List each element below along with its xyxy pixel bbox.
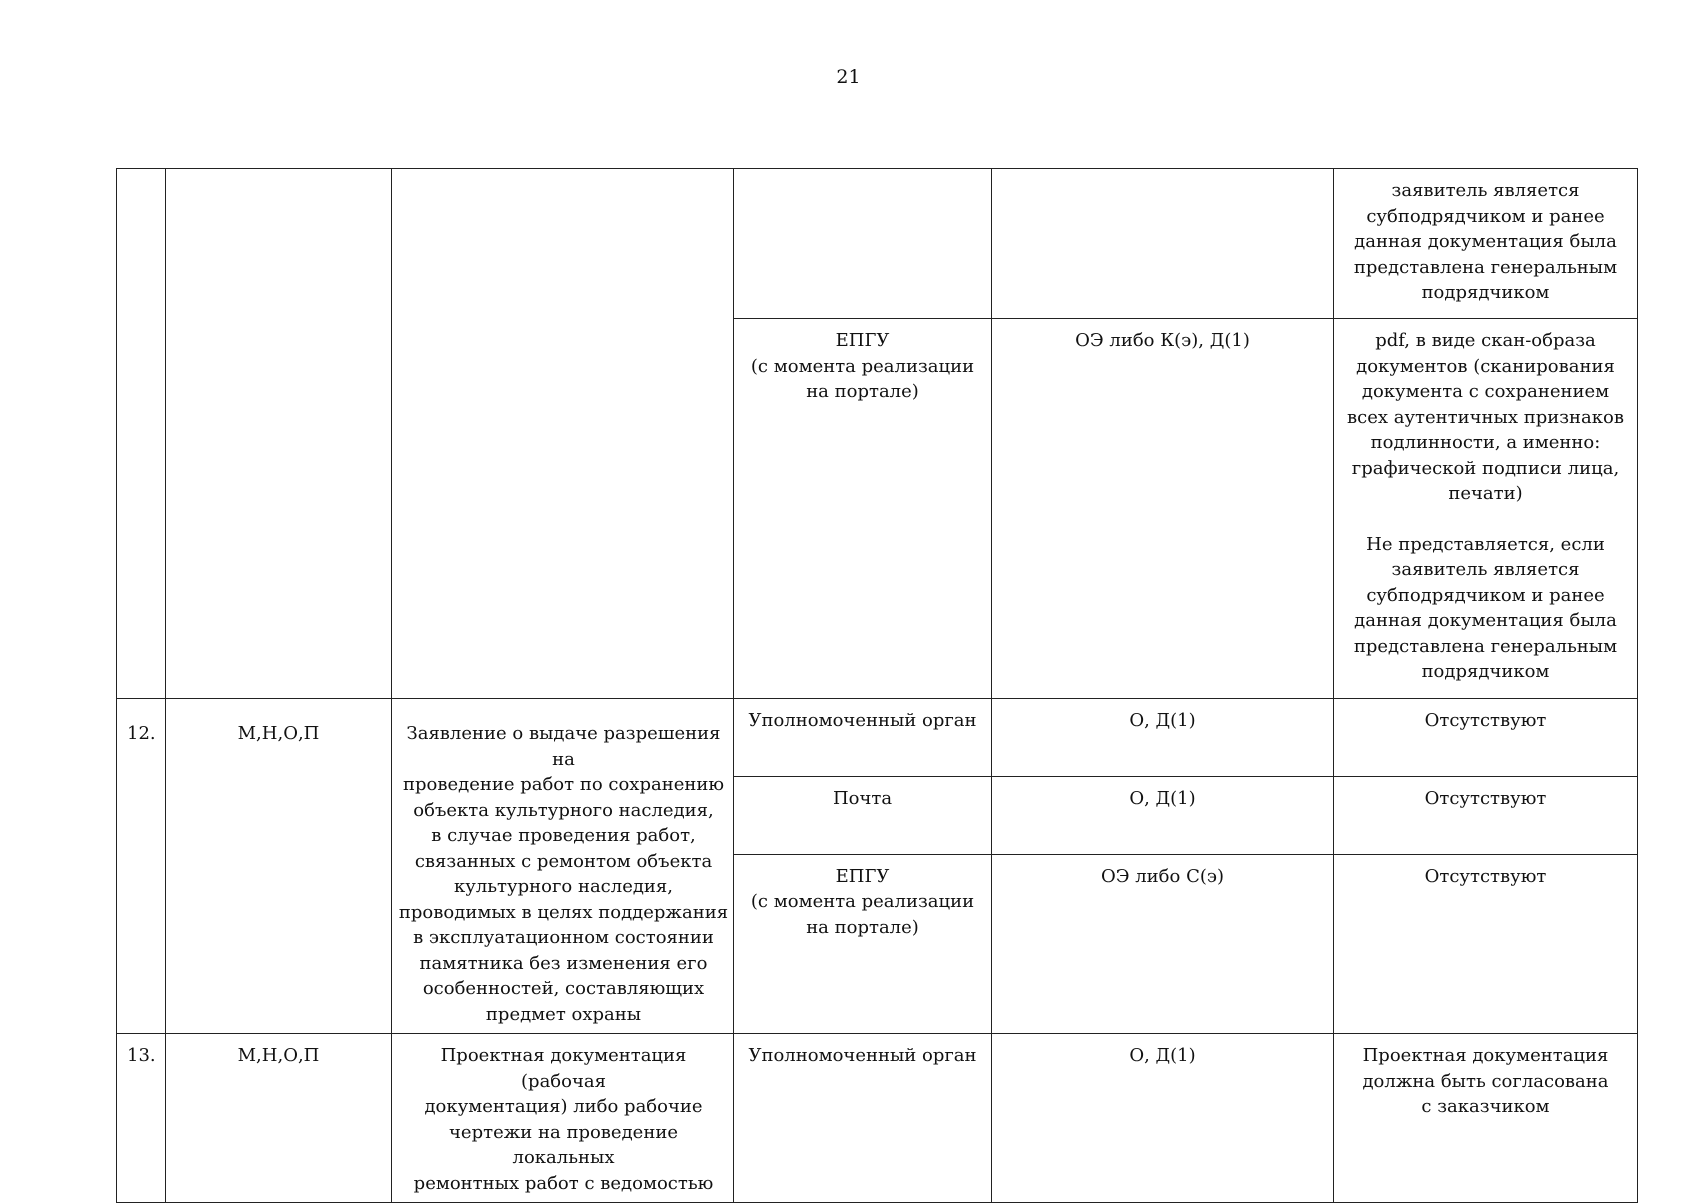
text-line: Проектная документация <box>1362 1045 1609 1066</box>
text-line: с заказчиком <box>1421 1096 1550 1117</box>
form-cell: О, Д(1) <box>992 1034 1334 1203</box>
table-row <box>117 169 1638 319</box>
text-line: памятника без изменения его <box>419 952 708 974</box>
channel-cell <box>734 854 992 1033</box>
cont-requirement-cell <box>1334 169 1638 319</box>
text-line: предмет охраны <box>485 1003 642 1025</box>
text-line: проведение работ по сохранению <box>402 774 725 795</box>
requirement-cell: Отсутствуют <box>1334 699 1638 777</box>
text-line: ЕПГУ <box>835 330 890 351</box>
text-line: представлена генеральным <box>1353 635 1618 657</box>
documents-table <box>116 168 1638 1203</box>
text-line: Проектная документация (рабочая <box>440 1045 687 1092</box>
text-line: заявитель является <box>1391 180 1580 201</box>
text-line: субподрядчиком и ранее <box>1366 584 1605 606</box>
text-line: культурного наследия, <box>453 876 674 897</box>
text-line: на портале) <box>806 381 919 402</box>
page-number: 21 <box>836 66 861 88</box>
cont-codes-cell <box>166 169 392 699</box>
text-line: проводимых в целях поддержания <box>398 901 729 923</box>
cont-channel-cell <box>734 169 992 319</box>
cont-form-cell <box>992 169 1334 319</box>
text-line: подлинности, а именно: <box>1370 432 1601 453</box>
text-line: pdf, в виде скан-образа <box>1375 330 1596 351</box>
text-line: ЕПГУ <box>835 865 890 887</box>
text-line: подрядчиком <box>1421 661 1550 682</box>
channel-cell <box>734 319 992 699</box>
text-line: Не представляется, если <box>1366 533 1605 555</box>
channel-cell: Уполномоченный орган <box>734 1034 992 1203</box>
requirement-cell <box>1334 1034 1638 1203</box>
form-cell: О, Д(1) <box>992 776 1334 854</box>
text-line: (с момента реализации <box>750 355 975 377</box>
form-cell: ОЭ либо К(э), Д(1) <box>992 319 1334 699</box>
document-name-cell <box>392 699 734 1034</box>
text-line: субподрядчиком и ранее <box>1366 205 1605 227</box>
requirement-cell <box>1334 319 1638 699</box>
text-line: в эксплуатационном состоянии <box>413 927 714 948</box>
channel-cell: Уполномоченный орган <box>734 699 992 777</box>
text-line: должна быть согласована <box>1362 1070 1609 1092</box>
document-name-cell <box>392 1034 734 1203</box>
text-line: в случае проведения работ, <box>431 825 696 846</box>
table-row <box>117 1034 1638 1203</box>
row-number: 13. <box>117 1034 166 1203</box>
text-line: данная документация была <box>1354 610 1617 631</box>
requirement-cell: Отсутствуют <box>1334 854 1638 1033</box>
table-row <box>117 699 1638 777</box>
cont-number-cell <box>117 169 166 699</box>
text-line: ремонтных работ с ведомостью <box>413 1172 714 1194</box>
text-line: особенностей, составляющих <box>422 978 705 999</box>
text-line: связанных с ремонтом объекта <box>414 850 713 872</box>
text-line: документов (сканирования <box>1356 355 1615 377</box>
codes-cell: М,Н,О,П <box>166 1034 392 1203</box>
text-line: данная документация была <box>1354 231 1617 252</box>
text-line: (с момента реализации <box>750 891 975 913</box>
text-line: графической подписи лица, <box>1351 457 1620 479</box>
text-line: печати) <box>1448 483 1523 504</box>
text-line: представлена генеральным <box>1353 256 1618 278</box>
text-line: чертежи на проведение локальных <box>449 1121 678 1168</box>
text-line: заявитель является <box>1391 559 1580 580</box>
form-cell: ОЭ либо С(э) <box>992 854 1334 1033</box>
channel-cell: Почта <box>734 776 992 854</box>
codes-cell: М,Н,О,П <box>166 699 392 1034</box>
text-line: Заявление о выдаче разрешения на <box>406 723 721 770</box>
text-line: на портале) <box>806 916 919 938</box>
cont-document-cell <box>392 169 734 699</box>
text-line: документация) либо рабочие <box>424 1096 703 1117</box>
paragraph-gap <box>1340 507 1631 532</box>
text-line: документа с сохранением <box>1361 381 1610 402</box>
text-line: подрядчиком <box>1421 282 1550 303</box>
form-cell: О, Д(1) <box>992 699 1334 777</box>
row-number: 12. <box>117 699 166 1034</box>
requirement-cell: Отсутствуют <box>1334 776 1638 854</box>
text-line: всех аутентичных признаков <box>1346 406 1624 428</box>
text-line: объекта культурного наследия, <box>413 799 714 821</box>
